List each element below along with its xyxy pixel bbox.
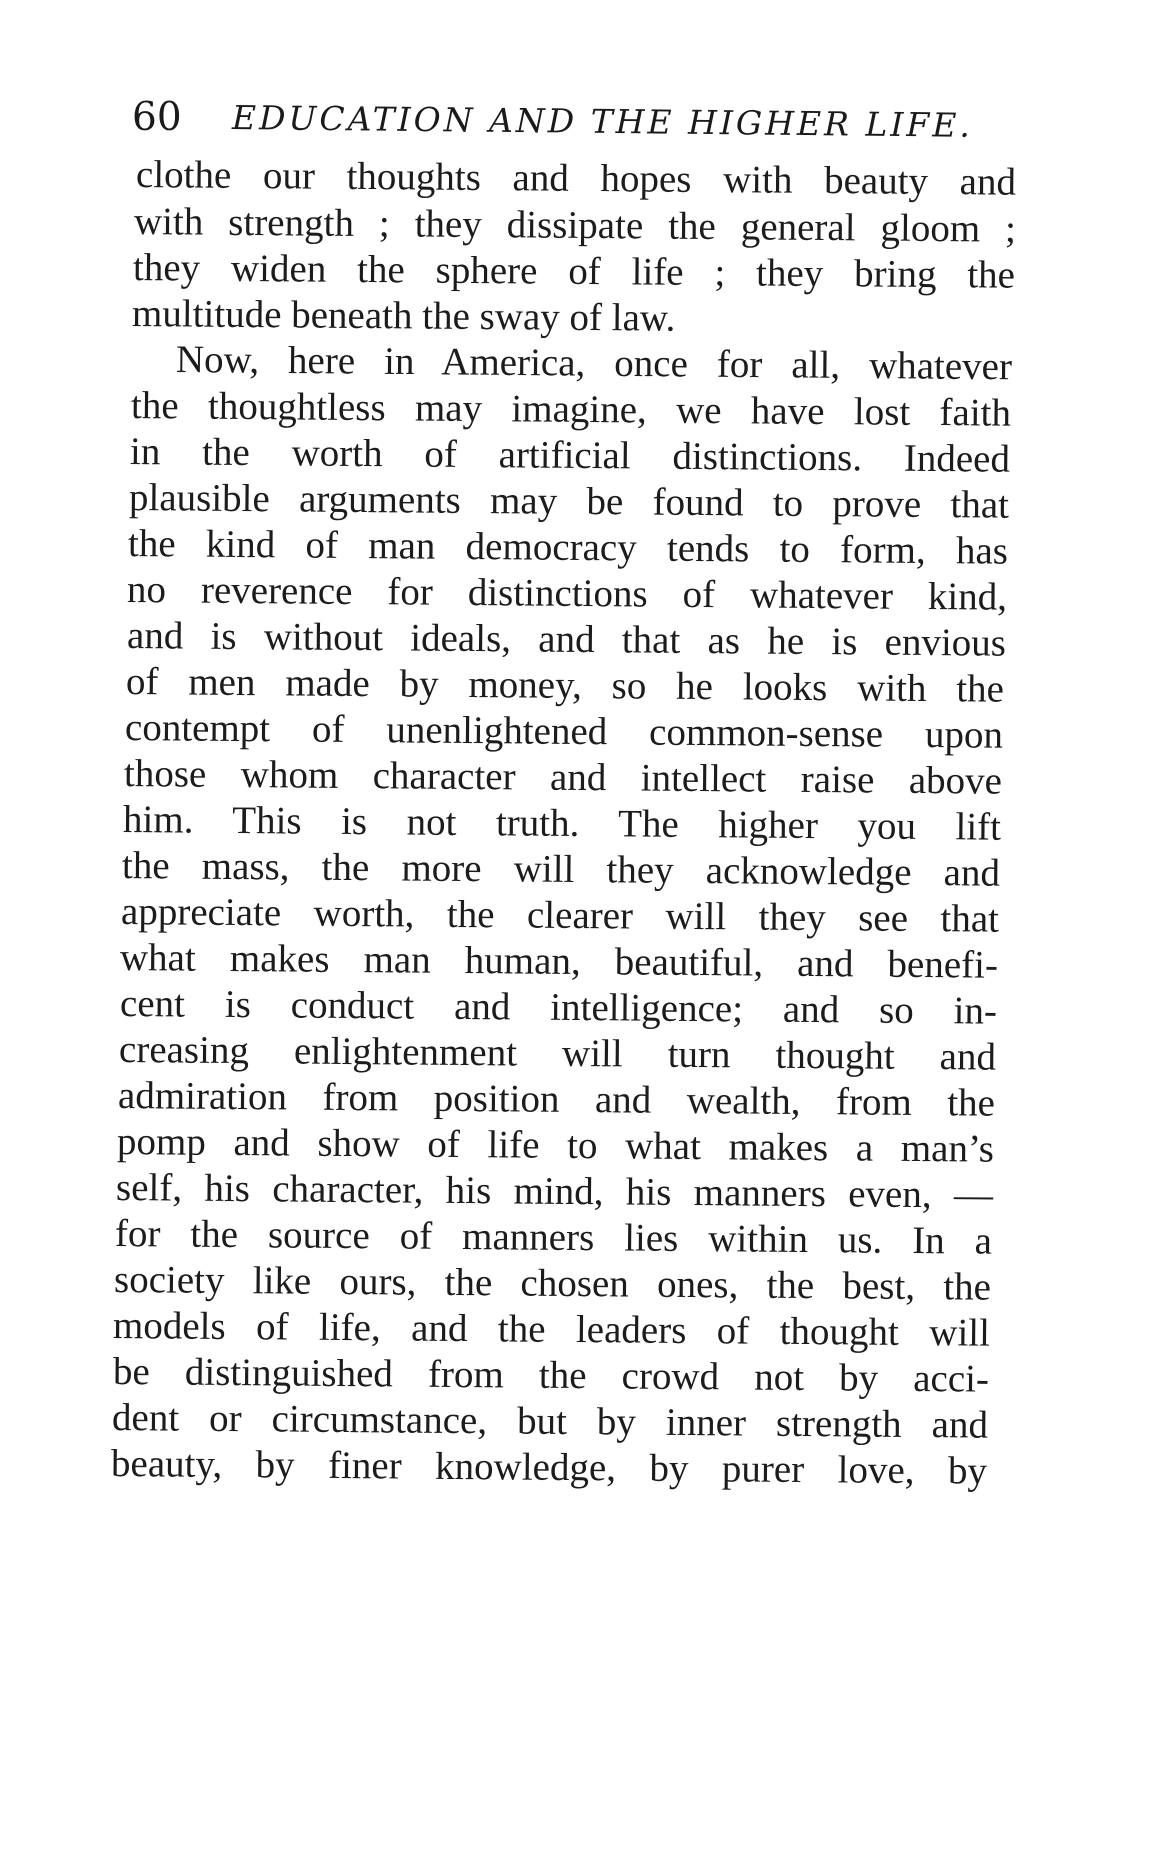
text-line: him. This is not truth. The higher you lift	[122, 798, 1002, 849]
text-line: admiration from position and wealth, from the	[117, 1074, 996, 1125]
text-line: what makes man human, beautiful, and benefi-	[119, 936, 999, 987]
text-line: society like ours, the chosen ones, the best, the	[113, 1258, 992, 1309]
text-line: creasing enlightenment will turn thought and	[118, 1028, 997, 1079]
text-line: clothe our thoughts and hopes with beauty and	[135, 153, 1017, 204]
text-line: the mass, the more will they acknowledge and	[121, 844, 1001, 895]
text-line: they widen the sphere of life ; they bring the	[132, 246, 1016, 297]
text-line: no reverence for distinctions of whatever kind,	[126, 568, 1008, 619]
text-line: be distinguished from the crowd not by acci-	[112, 1350, 990, 1401]
text-line: Now, here in America, once for all, whatever	[175, 338, 1013, 389]
text-line: appreciate worth, the clearer will they see that	[120, 890, 1000, 941]
running-title: EDUCATION AND THE HIGHER LIFE.	[231, 98, 974, 145]
text-line: for the source of manners lies within us. In a	[114, 1212, 993, 1263]
text-line: multitude beneath the sway of law.	[131, 292, 676, 340]
text-line: and is without ideals, and that as he is envious	[126, 614, 1007, 665]
text-line: contempt of unenlightened common-sense upon	[124, 706, 1004, 757]
text-line: models of life, and the leaders of thought will	[112, 1304, 991, 1355]
text-line: with strength ; they dissipate the general gloom ;	[133, 200, 1017, 251]
text-line: beauty, by finer knowledge, by purer love, by	[110, 1442, 988, 1493]
text-line: dent or circumstance, but by inner strength and	[111, 1396, 989, 1447]
page-number: 60	[132, 95, 182, 140]
text-line: of men made by money, so he looks with the	[125, 660, 1005, 711]
text-line: the kind of man democracy tends to form, has	[127, 522, 1009, 573]
text-line: those whom character and intellect raise above	[123, 752, 1003, 803]
text-line: in the worth of artificial distinctions. Indeed	[129, 430, 1011, 481]
text-line: cent is conduct and intelligence; and so in-	[119, 982, 998, 1033]
text-line: the thoughtless may imagine, we have lost faith	[130, 384, 1012, 435]
text-line: plausible arguments may be found to prove that	[128, 476, 1010, 527]
text-line: pomp and show of life to what makes a man’s	[116, 1120, 995, 1171]
text-line: self, his character, his mind, his manners even, —	[115, 1166, 994, 1217]
